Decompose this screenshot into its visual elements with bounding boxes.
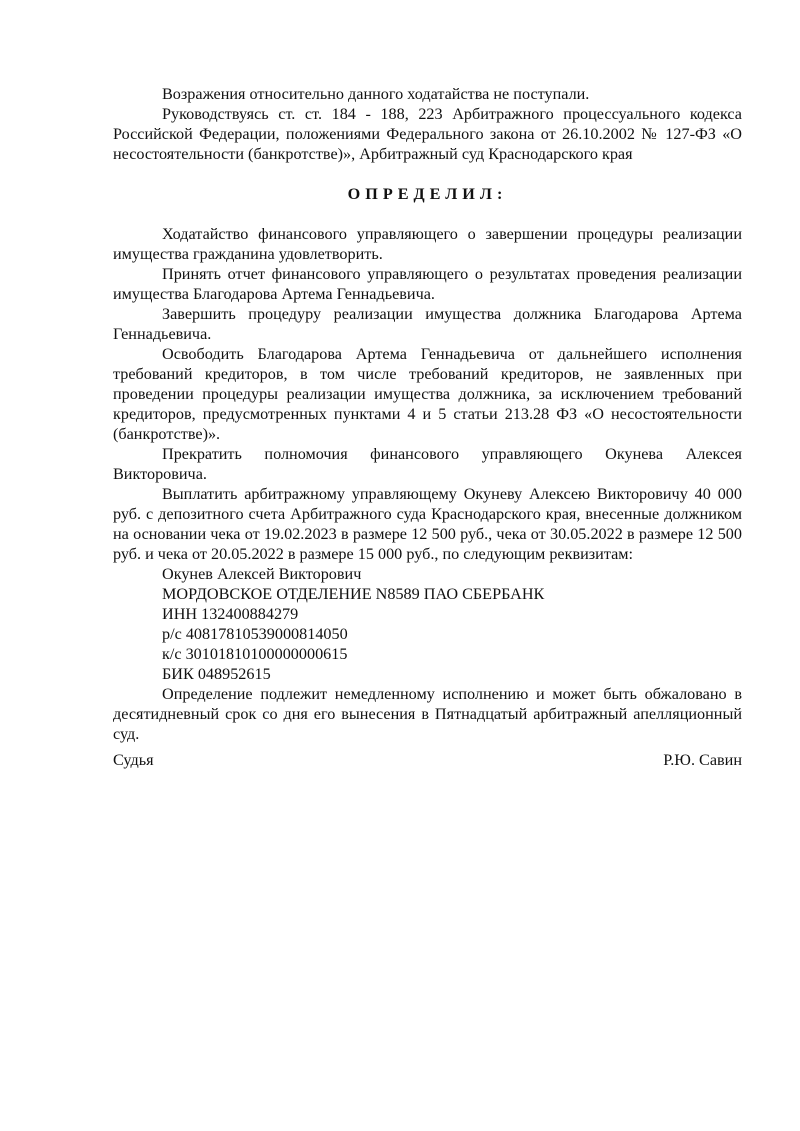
- signature-block: [113, 750, 742, 770]
- intro-paragraph-objections: Возражения относительно данного ходатайства не поступали.: [162, 85, 590, 103]
- ruling-paragraph-complete-procedure: Завершить процедуру реализации имущества должника Благодарова Артема Геннадьевича.: [113, 305, 742, 343]
- ruling-paragraph-grant-petition: Ходатайство финансового управляющего о завершении процедуры реализации имущества гражданина удовлетворить.: [113, 225, 742, 263]
- ruling-paragraph-accept-report: Принять отчет финансового управляющего о результатах проведения реализации имущества Благодарова Артема Геннадьевича.: [113, 265, 742, 303]
- requisite-bik: БИК 048952615: [162, 665, 271, 683]
- closing-paragraph-appeal: Определение подлежит немедленному исполнению и может быть обжаловано в десятидневный срок со дня его вынесения в Пятнадцатый арбитражный апелляционный суд.: [113, 685, 742, 743]
- ruling-paragraph-payment: Выплатить арбитражному управляющему Окуневу Алексею Викторовичу 40 000 руб. с депозитного счета Арбитражного суда Краснодарского края, внесенные должником на основании чека от 19.02.2023 в размере 12 500 руб., чека от 30.05.2022 в размере 12 500 руб. и чека от 20.05.2022 в размере 15 000 руб., по следующим реквизитам:: [113, 485, 742, 563]
- signature-name: Р.Ю. Савин: [663, 751, 742, 769]
- payment-requisites: [113, 564, 742, 684]
- ruling-paragraph-release-debtor: Освободить Благодарова Артема Геннадьевича от дальнейшего исполнения требований кредиторов, в том числе требований кредиторов, не заявленных при проведении процедуры реализации имущества должника, за исключением требований кредиторов, предусмотренных пунктами 4 и 5 статьи 213.28 ФЗ «О несостоятельности (банкротстве)».: [113, 345, 742, 443]
- signature-role: Судья: [113, 751, 154, 769]
- ruling-paragraph-terminate-powers: Прекратить полномочия финансового управляющего Окунева Алексея Викторовича.: [113, 445, 742, 483]
- requisite-recipient: Окунев Алексей Викторович: [162, 565, 362, 583]
- requisite-account: р/с 40817810539000814050: [162, 625, 348, 643]
- requisite-corr-account: к/с 30101810100000000615: [162, 645, 348, 663]
- requisite-inn: ИНН 132400884279: [162, 605, 299, 623]
- requisite-bank: МОРДОВСКОЕ ОТДЕЛЕНИЕ N8589 ПАО СБЕРБАНК: [162, 585, 545, 603]
- document-body: [113, 84, 742, 744]
- intro-paragraph-legal-basis: Руководствуясь ст. ст. 184 - 188, 223 Арбитражного процессуального кодекса Российской Федерации, положениями Федерального закона от 26.10.2002 № 127-ФЗ «О несостоятельности (банкротстве)», Арбитражный суд Краснодарского края: [113, 105, 742, 163]
- ruling-heading: ОПРЕДЕЛИЛ:: [347, 185, 508, 203]
